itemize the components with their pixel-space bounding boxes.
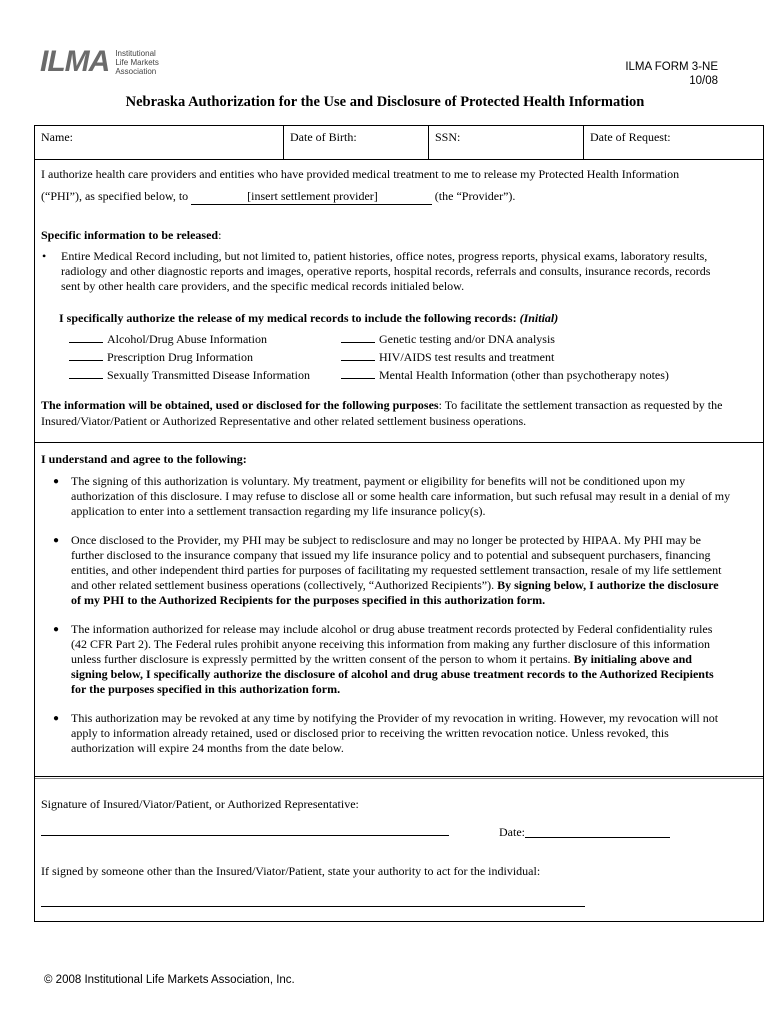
purpose-paragraph [41,397,753,429]
purpose-bold: The information will be obtained, used or disclosed for the following purposes [41,398,439,412]
check-label: Alcohol/Drug Abuse Information [107,332,267,346]
copyright-footer: © 2008 Institutional Life Markets Association, Inc. [44,974,295,986]
bullet-icon: ● [53,624,60,635]
authority-line[interactable] [41,905,585,907]
logo-subtitle [115,49,159,76]
check-mental-health[interactable] [341,367,669,384]
check-std[interactable] [69,367,310,384]
page-title: Nebraska Authorization for the Use and Disclosure of Protected Health Information [125,94,645,110]
initial-hint: (Initial) [519,311,559,325]
specific-info-heading [41,227,221,243]
understand-list [41,474,731,770]
medical-record-text: Entire Medical Record including, but not limited to, patient histories, office notes, progress reports, physical exams, laboratory results, radiology and other diagnostic reports and images, operative reports, hospital records, referrals and consults, insurance records, records sent by other health care providers, and the specific medical records initialed below. [61,249,711,293]
bullet-icon: • [42,249,47,263]
purpose-text: : To facilitate the settlement transaction as requested by the Insured/Viator/Patient or Authorized Representative and other related settlement business operations. [41,398,723,428]
check-label: Prescription Drug Information [107,350,253,364]
patient-info-row [35,126,763,160]
initial-blank[interactable] [69,367,103,379]
authorize-line-2-post: (the “Provider”). [431,189,516,203]
list-item [41,622,731,697]
authorize-line-1: I authorize health care providers and entities who have provided medical treatment to me to release my Protected Health Information [41,167,680,181]
authorize-line-2-pre: (“PHI”), as specified below, to [41,189,192,203]
authorize-line-2 [41,188,757,205]
settlement-provider-blank[interactable]: [insert settlement provider] [191,188,432,205]
initial-blank[interactable] [69,331,103,343]
medical-record-bullet [35,249,725,308]
date-line[interactable] [525,836,670,838]
initial-blank[interactable] [341,331,375,343]
request-date-label: Date of Request: [590,130,671,144]
check-alcohol-drug[interactable] [69,331,267,348]
ssn-label: SSN: [435,130,461,144]
check-hiv-aids[interactable] [341,349,554,366]
bullet-icon: ● [53,535,60,546]
list-item [35,249,725,294]
section-divider [35,442,763,443]
dob-field[interactable] [283,126,428,159]
list-item [41,474,731,519]
form-date: 10/08 [689,75,718,87]
authority-label: If signed by someone other than the Insured/Viator/Patient, state your authority to act for the individual: [41,864,541,878]
date-label: Date: [499,825,525,839]
initial-blank[interactable] [341,367,375,379]
form-number: ILMA FORM 3-NE [625,61,718,73]
records-authorization-line [59,310,759,326]
request-date-field[interactable] [583,126,763,159]
check-genetic[interactable] [341,331,555,348]
bullet-icon: ● [53,713,60,724]
logo-sub-line: Institutional [115,48,156,58]
form-identifier [625,60,718,88]
redisclosure-text: Once disclosed to the Provider, my PHI may be subject to redisclosure and may no longer be protected by HIPAA. My PHI may be further disclosed to the insurance company that issued my life insurance policy and to potential and subsequent purchasers, financing entities, and other independent third parties for purposes of facilitating my requested settlement transaction, resale of my life settlement and other related settlement business operations (collectively, “Authorized Recipients”). [71,533,722,592]
section-divider-double [35,776,763,777]
alcohol-records-bold: By initialing above and signing below, I specifically authorize the disclosure of alcohol and drug abuse treatment records to the Authorized Recipients for the purposes specified in this authorization form. [71,652,714,696]
signature-label: Signature of Insured/Viator/Patient, or Authorized Representative: [41,797,359,811]
check-label: HIV/AIDS test results and treatment [379,350,555,364]
dob-label: Date of Birth: [290,130,357,144]
ssn-field[interactable] [428,126,583,159]
understand-heading: I understand and agree to the following: [41,452,247,466]
bullet-icon: ● [53,476,60,487]
check-label: Genetic testing and/or DNA analysis [379,332,555,346]
logo-sub-line: Life Markets [115,57,159,67]
redisclosure-bold: By signing below, I authorize the disclosure of my PHI to the Authorized Recipients for the purposes specified in this authorization form. [71,578,719,607]
name-label: Name: [41,130,73,144]
ilma-logo [40,44,159,80]
initial-blank[interactable] [69,349,103,361]
list-item [41,711,731,756]
voluntary-text: The signing of this authorization is voluntary. My treatment, payment or eligibility for benefits will not be conditioned upon my authorization of this disclosure. I may refuse to disclose all or some health care information, but such refusal may result in a denial of my application to enter into a settlement transaction regarding my life insurance policy(s). [71,474,731,518]
specific-heading-colon: : [218,228,222,242]
alcohol-records-text: The information authorized for release may include alcohol or drug abuse treatment records protected by Federal confidentiality rules (42 CFR Part 2). The Federal rules prohibit anyone receiving this information from making any further disclosure of this information unless further disclosure is expressly permitted by the written consent of the person to whom it pertains. [71,622,713,666]
specific-heading-text: Specific information to be released [41,228,219,242]
records-authorization-bold: I specifically authorize the release of my medical records to include the following records: [59,311,520,325]
initial-blank[interactable] [341,349,375,361]
check-label: Mental Health Information (other than psychotherapy notes) [379,368,669,382]
signature-line[interactable] [41,834,449,836]
revocation-text: This authorization may be revoked at any time by notifying the Provider of my revocation in writing. However, my revocation will not apply to information already retained, used or disclosed prior to receiving the written revocation notice. Unless revoked, this authorization will expire 24 months from the date below. [71,711,719,755]
list-item [41,533,731,608]
check-prescription[interactable] [69,349,253,366]
logo-mark: ILMA [40,45,110,78]
form-frame [34,125,764,922]
name-field[interactable] [35,126,283,159]
check-label: Sexually Transmitted Disease Information [107,368,310,382]
logo-sub-line: Association [115,66,157,76]
